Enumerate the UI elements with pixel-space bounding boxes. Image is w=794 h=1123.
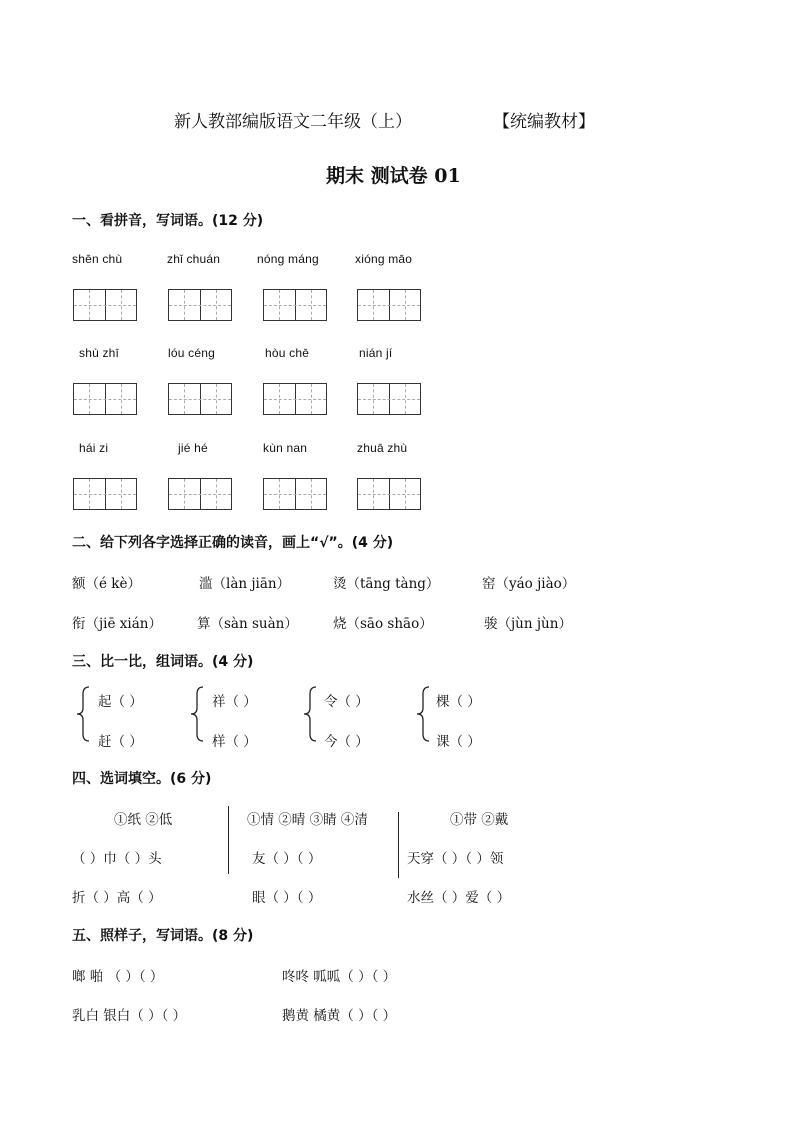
writing-box[interactable] xyxy=(168,478,232,510)
brace-icon xyxy=(303,686,317,742)
brace-icon xyxy=(190,686,204,742)
word-options: ①纸 ②低 xyxy=(114,812,173,828)
writing-box[interactable] xyxy=(357,478,421,510)
pinyin-item: kùn nan xyxy=(263,441,308,455)
section5-heading: 五、照样子，写词语。(8 分) xyxy=(72,928,254,944)
column-divider xyxy=(228,806,229,874)
reading-choice[interactable]: 额（é kè） xyxy=(72,576,141,592)
writing-box[interactable] xyxy=(168,289,232,321)
writing-box[interactable] xyxy=(357,383,421,415)
pattern-word-row[interactable]: 咚咚 呱呱（ ）（ ） xyxy=(282,969,397,985)
document-title: 新人教部编版语文二年级（上） xyxy=(174,112,412,132)
compare-word[interactable]: 今（ ） xyxy=(324,734,369,750)
section3-heading: 三、比一比，组词语。(4 分) xyxy=(72,654,254,670)
word-options: ①情 ②晴 ③睛 ④清 xyxy=(247,812,368,828)
pinyin-item: xióng māo xyxy=(355,252,413,266)
writing-box[interactable] xyxy=(73,383,137,415)
compare-word[interactable]: 起（ ） xyxy=(98,694,143,710)
reading-choice[interactable]: 滥（làn jiān） xyxy=(199,576,291,592)
pinyin-item: hái zi xyxy=(79,441,109,455)
reading-choice[interactable]: 烫（tāng tàng） xyxy=(333,576,440,592)
fill-blank[interactable]: 眼（ ）（ ） xyxy=(252,890,322,906)
pinyin-item: hòu chē xyxy=(265,346,310,360)
pinyin-item: jié hé xyxy=(178,441,208,455)
fill-blank[interactable]: （ ）巾（ ）头 xyxy=(72,851,162,867)
fill-blank[interactable]: 天穿（ ）（ ）领 xyxy=(407,851,504,867)
fill-blank[interactable]: 友（ ）（ ） xyxy=(252,851,322,867)
compare-word[interactable]: 令（ ） xyxy=(324,694,369,710)
compare-word[interactable]: 样（ ） xyxy=(212,734,257,750)
writing-box[interactable] xyxy=(73,289,137,321)
writing-box[interactable] xyxy=(357,289,421,321)
compare-word[interactable]: 棵（ ） xyxy=(436,694,481,710)
pattern-word-row[interactable]: 乳白 银白（ ）（ ） xyxy=(72,1008,187,1024)
pattern-word-row[interactable]: 鹅黄 橘黄（ ）（ ） xyxy=(282,1008,397,1024)
pinyin-item: nóng máng xyxy=(257,252,319,266)
word-options: ①带 ②戴 xyxy=(450,812,509,828)
compare-word[interactable]: 赶（ ） xyxy=(98,734,143,750)
pinyin-item: shēn chù xyxy=(72,252,123,266)
reading-choice[interactable]: 骏（jùn jùn） xyxy=(484,616,572,632)
fill-blank[interactable]: 折（ ）高（ ） xyxy=(72,890,162,906)
textbook-tag: 【统编教材】 xyxy=(493,112,595,132)
compare-word[interactable]: 祥（ ） xyxy=(212,694,257,710)
section2-heading: 二、给下列各字选择正确的读音，画上“√”。(4 分) xyxy=(72,535,394,551)
reading-choice[interactable]: 衔（jiē xián） xyxy=(72,616,162,632)
pinyin-item: zhuā zhù xyxy=(357,441,408,455)
pinyin-item: nián jí xyxy=(359,346,393,360)
pinyin-item: shù zhī xyxy=(79,346,120,360)
compare-word[interactable]: 课（ ） xyxy=(436,734,481,750)
fill-blank[interactable]: 水丝（ ）爱（ ） xyxy=(407,890,511,906)
section4-heading: 四、选词填空。(6 分) xyxy=(72,771,212,787)
reading-choice[interactable]: 烧（sāo shāo） xyxy=(333,616,433,632)
writing-box[interactable] xyxy=(168,383,232,415)
pattern-word-row[interactable]: 啷 啪 （ ）（ ） xyxy=(72,969,164,985)
reading-choice[interactable]: 窑（yáo jiào） xyxy=(482,576,576,592)
writing-box[interactable] xyxy=(263,478,327,510)
reading-choice[interactable]: 算（sàn suàn） xyxy=(197,616,298,632)
pinyin-item: zhǐ chuán xyxy=(167,252,221,266)
writing-box[interactable] xyxy=(73,478,137,510)
brace-icon xyxy=(76,686,90,742)
column-divider xyxy=(398,812,399,878)
section1-heading: 一、看拼音，写词语。(12 分) xyxy=(72,213,264,229)
writing-box[interactable] xyxy=(263,383,327,415)
exam-subtitle: 期末 测试卷 01 xyxy=(326,165,461,187)
pinyin-item: lóu céng xyxy=(168,346,215,360)
brace-icon xyxy=(416,686,430,742)
writing-box[interactable] xyxy=(263,289,327,321)
